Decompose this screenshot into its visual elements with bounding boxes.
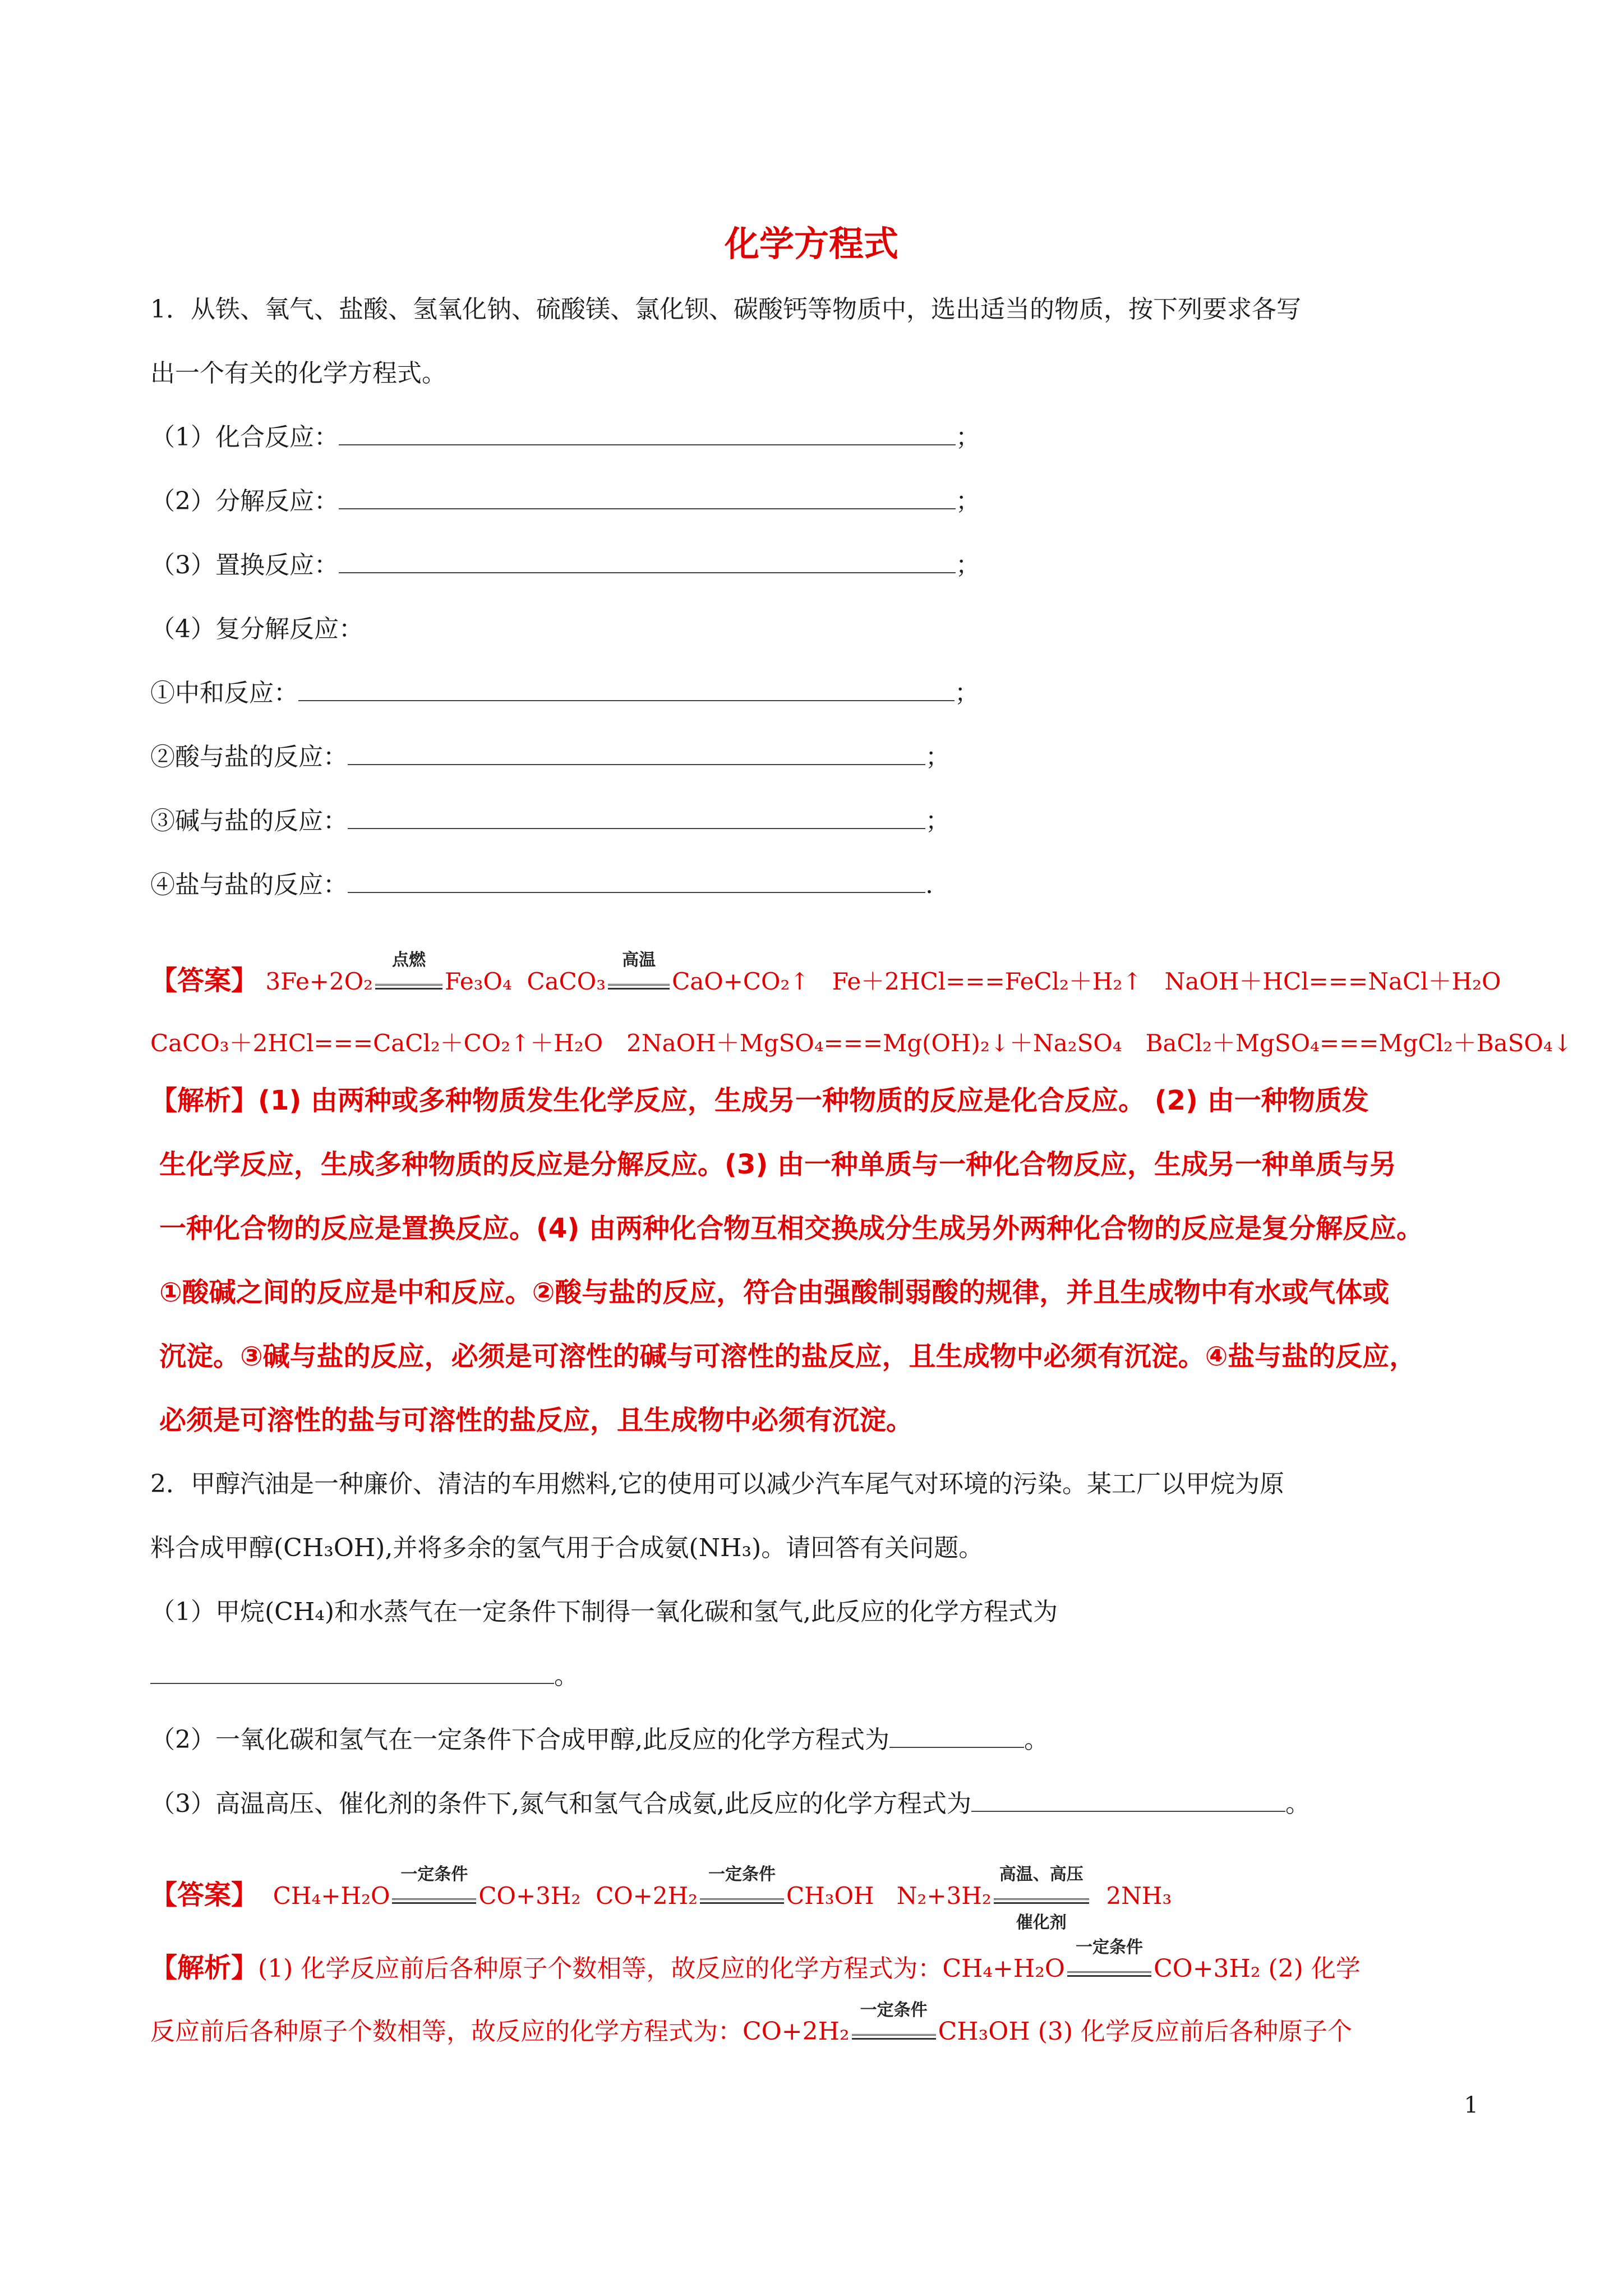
a2-eq3-right: 2NH₃ [1106,1882,1172,1910]
x1-text1: (1) 由两种或多种物质发生化学反应，生成另一种物质的反应是化合反应。 (2) 由一种物质发 [258,1085,1369,1116]
q1-s2 [150,740,950,774]
a2-eq3-left: N₂+3H₂ [896,1882,992,1910]
q2-sub2-end: 。 [1023,1726,1049,1754]
x2-label: 【解析】 [150,1952,259,1984]
q1-s1 [150,677,979,710]
a1-line2: CaCO₃＋2HCl===CaCl₂＋CO₂↑＋H₂O 2NaOH＋MgSO₄===Mg(OH)₂↓＋Na₂SO₄ BaCl₂＋MgSO₄===MgCl₂＋BaSO₄↓ [150,1029,1573,1057]
a2-eq1-left: CH₄+H₂O [273,1882,390,1910]
x2-text1b: CO+3H₂ (2) 化学 [1153,1954,1361,1983]
q1-s4-label: ④盐与盐的反应： [150,871,348,899]
q1-sub1-label: （1）化合反应： [150,423,339,452]
q1-stem-line1: 1．从铁、氧气、盐酸、氢氧化钠、硫酸镁、氯化钡、碳酸钙等物质中，选出适当的物质，按下列要求各写 [150,295,1301,324]
q1-s3-semicolon: ； [925,807,950,835]
a2-eq3-condition [994,1865,1089,1932]
x2-text2a: 反应前后各种原子个数相等，故反应的化学方程式为：CO+2H₂ [150,2017,850,2046]
q1-sub1-semicolon: ； [956,423,980,452]
q1-s2-blank[interactable] [348,742,925,765]
q1-s4-blank[interactable] [348,869,925,893]
q2-sub3-blank[interactable] [971,1788,1285,1812]
x1-line4: ①酸碱之间的反应是中和反应。②酸与盐的反应，符合由强酸制弱酸的规律，并且生成物中有水或气体或 [159,1277,1390,1308]
x2-line1 [150,1938,1361,1986]
x1-label: 【解析】 [150,1085,259,1116]
x2-eq1-condition [1067,1938,1151,1977]
a2-eq1-right: CO+3H₂ [478,1882,581,1910]
q1-sub3-semicolon: ； [956,551,980,579]
a2-eq2-condition [700,1865,784,1904]
q2-sub2 [150,1723,1049,1757]
a1-line1 [150,950,1501,999]
a1-label: 【答案】 [150,965,259,996]
a1-eq2-right: CaO+CO₂↑ [672,968,810,995]
a1-eq4: NaOH＋HCl===NaCl＋H₂O [1164,968,1501,995]
page-title: 化学方程式 [724,223,898,264]
a1-eq1-left: 3Fe+2O₂ [265,968,373,995]
q2-sub1-end: 。 [554,1662,579,1690]
x1-line5: 沉淀。③碱与盐的反应，必须是可溶性的碱与可溶性的盐反应，且生成物中必须有沉淀。④盐与盐的反应， [159,1341,1417,1372]
q1-sub3-label: （3）置换反应： [150,551,339,579]
x1-line2: 生化学反应，生成多种物质的反应是分解反应。(3) 由一种单质与一种化合物反应，生成另一种单质与另 [159,1149,1396,1180]
a2-eq3-condition-bottom: 催化剂 [1016,1913,1067,1932]
a2-eq3-condition-top: 高温、高压 [999,1865,1083,1884]
x2-text2b: CH₃OH (3) 化学反应前后各种原子个 [938,2017,1353,2046]
q1-sub2-semicolon: ； [956,487,980,516]
x1-line3: 一种化合物的反应是置换反应。(4) 由两种化合物互相交换成分生成另外两种化合物的反应是复分解反应。 [159,1213,1423,1244]
q1-s2-label: ②酸与盐的反应： [150,743,348,771]
a2-label: 【答案】 [150,1879,259,1911]
q1-sub1 [150,421,980,454]
q1-s3 [150,804,950,838]
q1-s4 [150,868,933,902]
q2-sub3-end: 。 [1285,1789,1310,1818]
a2-eq1-condition [392,1865,476,1904]
x2-eq1-condition-text: 一定条件 [1075,1938,1143,1957]
q1-s3-label: ③碱与盐的反应： [150,807,348,835]
q1-sub2-label: （2）分解反应： [150,487,339,516]
a1-eq2-condition [608,950,670,990]
q1-s2-semicolon: ； [925,743,950,771]
page-number: 1 [1464,2092,1478,2118]
x1-line1 [150,1084,1369,1117]
q1-sub1-blank[interactable] [339,422,956,445]
q1-sub4: （4）复分解反应： [150,615,363,643]
a2-eq2-right: CH₃OH [786,1882,874,1910]
a2-line [150,1865,1172,1932]
x2-eq2-condition [852,2000,936,2040]
a2-eq2-condition-text: 一定条件 [708,1865,776,1884]
x2-text1a: (1) 化学反应前后各种原子个数相等，故反应的化学方程式为：CH₄+H₂O [258,1954,1065,1983]
q2-sub3 [150,1787,1310,1821]
q1-sub3 [150,549,980,582]
a1-eq1-condition [375,950,442,990]
q1-stem-line2: 出一个有关的化学方程式。 [150,359,446,388]
a1-eq2-condition-text: 高温 [622,950,656,970]
q1-sub3-blank[interactable] [339,550,956,573]
x2-line2 [150,2000,1353,2049]
a1-eq3: Fe＋2HCl===FeCl₂＋H₂↑ [832,968,1142,995]
q1-s1-label: ①中和反应： [150,679,298,707]
q2-sub3-label: （3）高温高压、催化剂的条件下,氮气和氢气合成氨,此反应的化学方程式为 [150,1789,971,1818]
q2-stem-line2: 料合成甲醇(CH₃OH),并将多余的氢气用于合成氨(NH₃)。请回答有关问题。 [150,1534,984,1562]
q2-sub1-blank[interactable] [150,1660,554,1684]
q2-sub1: （1）甲烷(CH₄)和水蒸气在一定条件下制得一氧化碳和氢气,此反应的化学方程式为 [150,1598,1058,1626]
x2-eq2-condition-text: 一定条件 [860,2000,928,2020]
q2-sub2-label: （2）一氧化碳和氢气在一定条件下合成甲醇,此反应的化学方程式为 [150,1726,889,1754]
q1-sub2-blank[interactable] [339,486,956,509]
q2-sub1-answer [150,1659,579,1693]
a1-eq1-condition-text: 点燃 [391,950,426,970]
q1-s4-period: . [925,871,933,899]
q2-stem-line1: 2．甲醇汽油是一种廉价、清洁的车用燃料,它的使用可以减少汽车尾气对环境的污染。某工厂以甲烷为原 [150,1470,1284,1498]
a1-eq2-left: CaCO₃ [527,968,606,995]
q1-s3-blank[interactable] [348,806,925,829]
a1-eq1-right: Fe₃O₄ [444,968,512,995]
q2-sub2-blank[interactable] [889,1724,1024,1748]
q1-s1-semicolon: ； [955,679,979,707]
q1-s1-blank[interactable] [298,678,955,701]
q1-sub2 [150,485,980,518]
a2-eq2-left: CO+2H₂ [596,1882,698,1910]
x1-line6: 必须是可溶性的盐与可溶性的盐反应，且生成物中必须有沉淀。 [159,1405,914,1436]
a2-eq1-condition-text: 一定条件 [400,1865,468,1884]
